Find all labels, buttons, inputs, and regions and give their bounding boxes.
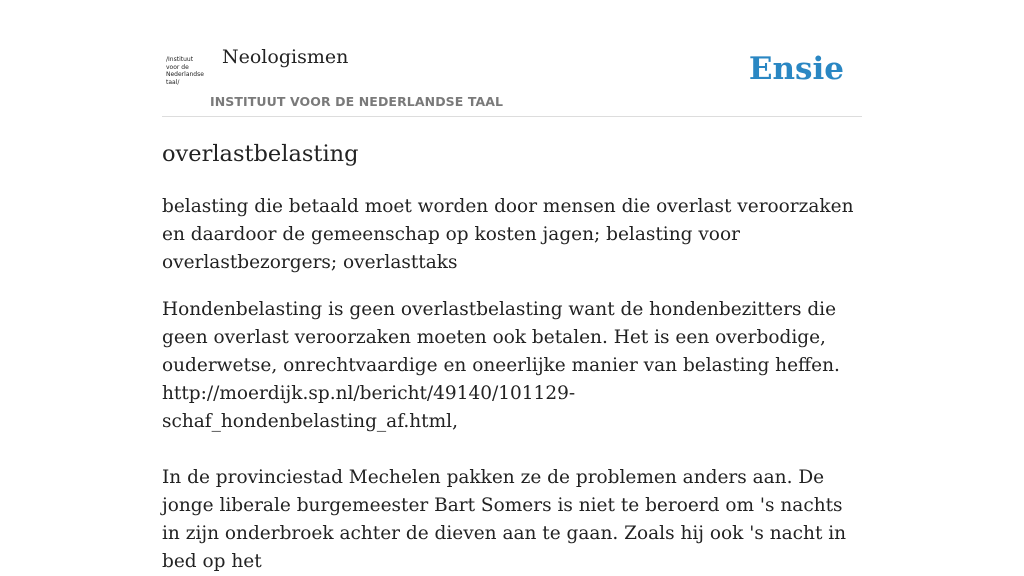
dictionary-title[interactable]: Neologismen <box>222 46 349 68</box>
example-source: http://moerdijk.sp.nl/bericht/49140/101129-schaf_hondenbelasting_af.html, <box>162 383 576 432</box>
institute-name: INSTITUUT VOOR DE NEDERLANDSE TAAL <box>210 94 504 109</box>
site-header <box>162 0 862 117</box>
entry-content <box>162 138 862 576</box>
quote-spacer <box>162 436 862 464</box>
example-quote-text: Hondenbelasting is geen overlastbelasting want de hondenbezitters die geen overlast veroorzaken moeten ook betalen. Het is een overbodige, ouderwetse, onrechtvaardige en oneerlijke manier van belasting heffen. <box>162 299 840 376</box>
logo-line: /Instituut <box>166 56 194 63</box>
example-quote <box>162 296 862 576</box>
entry-definition: belasting die betaald moet worden door mensen die overlast veroorzaken en daardoor de gemeenschap op kosten jagen; belasting voor overlastbezorgers; overlasttaks <box>162 196 854 273</box>
logo-line: taal/ <box>166 78 180 86</box>
logo-line: voor de <box>166 63 189 71</box>
ivdnt-logo[interactable] <box>166 56 208 86</box>
ensie-brand-link[interactable]: Ensie <box>748 51 844 87</box>
example-quote-text: In de provinciestad Mechelen pakken ze de problemen anders aan. De jonge liberale burgemeester Bart Somers is niet te beroerd om 's nachts in zijn onderbroek achter de dieven aan te gaan. Zoals hij ook 's nacht in bed op het <box>162 467 847 572</box>
entry-headword: overlastbelasting <box>162 141 359 167</box>
logo-line: Nederlandse <box>166 71 204 79</box>
